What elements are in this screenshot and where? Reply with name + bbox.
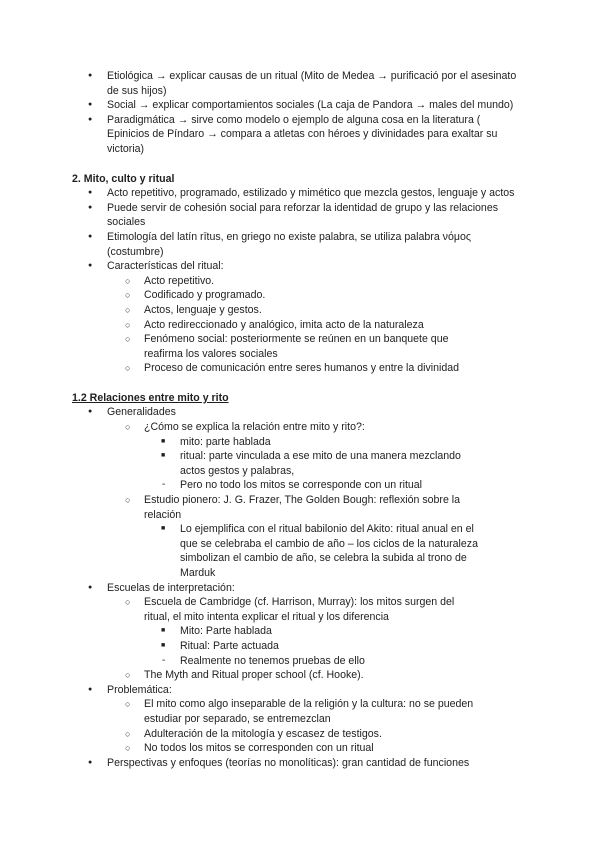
list-item: ● Social → explicar comportamientos sociales (La caja de Pandora → males del mundo) [107,98,517,113]
caracteristicas-list [144,274,480,376]
section12-list [107,405,517,770]
list-item: ● Acto repetitivo, programado, estilizado y mimético que mezcla gestos, lenguaje y actos [107,186,517,201]
list-item-label: Características del ritual: [107,260,224,273]
list-item: ● Perspectivas y enfoques (teorías no monolíticas): gran cantidad de funciones [107,756,517,771]
escuelas-list [144,595,480,683]
list-item [107,405,517,580]
list-item: ○ Adulteración de la mitología y escasez de testigos. [144,727,480,742]
intro-list [107,69,517,157]
list-item-label: Problemática: [107,683,172,696]
list-item-label: ¿Cómo se explica la relación entre mito y rito?: [144,421,365,434]
list-item [107,259,517,376]
list-item: ○ Proceso de comunicación entre seres humanos y entre la divinidad [144,361,480,376]
list-item [107,683,517,756]
pregunta-list [180,435,480,493]
section2-list [107,186,517,376]
list-item: ● Paradigmática → sirve como modelo o ejemplo de alguna cosa en la literatura ( Epinicios de Píndaro → compara a atletas con héroes y divinidades para exaltar su victoria) [107,113,517,157]
list-item: ○ Acto repetitivo. [144,274,480,289]
list-item: ■ Lo ejemplifica con el ritual babilonio del Akito: ritual anual en el que se celebraba el cambio de año – los ciclos de la naturaleza simbolizan el cambio de año, se celebra la subida al trono de Marduk [180,522,480,580]
list-item: ○ Fenómeno social: posteriormente se reúnen en un banquete que reafirma los valores sociales [144,332,480,361]
list-item-label: Escuelas de interpretación: [107,581,235,594]
section-heading-mito-culto-ritual: 2. Mito, culto y ritual [72,172,175,185]
estudio-list [180,522,480,580]
list-item: ● Etiológica → explicar causas de un ritual (Mito de Medea → purificació por el asesinato de sus hijos) [107,69,517,98]
list-item: ● Puede servir de cohesión social para reforzar la identidad de grupo y las relaciones sociales [107,201,517,230]
list-item: - Pero no todo los mitos se corresponde con un ritual [180,478,480,493]
list-item-label: Estudio pionero: J. G. Frazer, The Golden Bough: reflexión sobre la relación [144,494,461,521]
list-item [107,581,517,683]
generalidades-list [144,420,480,581]
list-item: ○ No todos los mitos se corresponden con un ritual [144,741,480,756]
list-item-label: Generalidades [107,406,176,419]
list-item [144,493,480,581]
list-item: ○ The Myth and Ritual proper school (cf. Hooke). [144,668,480,683]
list-item: ■ mito: parte hablada [180,435,480,450]
list-item: ● Etimología del latín rītus, en griego no existe palabra, se utiliza palabra νόμος (costumbre) [107,230,517,259]
cambridge-list [180,624,480,668]
list-item: ○ Acto redireccionado y analógico, imita acto de la naturaleza [144,318,480,333]
list-item: ■ Mito: Parte hablada [180,624,480,639]
list-item: ○ El mito como algo inseparable de la religión y la cultura: no se pueden estudiar por separado, se entremezclan [144,697,480,726]
list-item: ○ Actos, lenguaje y gestos. [144,303,480,318]
list-item [144,420,480,493]
list-item [144,595,480,668]
list-item-label: Escuela de Cambridge (cf. Harrison, Murray): los mitos surgen del ritual, el mito intenta explicar el ritual y los diferencia [144,596,455,623]
list-item: ■ ritual: parte vinculada a ese mito de una manera mezclando actos gestos y palabras, [180,449,480,478]
list-item: - Realmente no tenemos pruebas de ello [180,654,480,669]
problematica-list [144,697,480,755]
list-item: ■ Ritual: Parte actuada [180,639,480,654]
list-item: ○ Codificado y programado. [144,288,480,303]
section-heading-relaciones: 1.2 Relaciones entre mito y rito [72,391,229,404]
